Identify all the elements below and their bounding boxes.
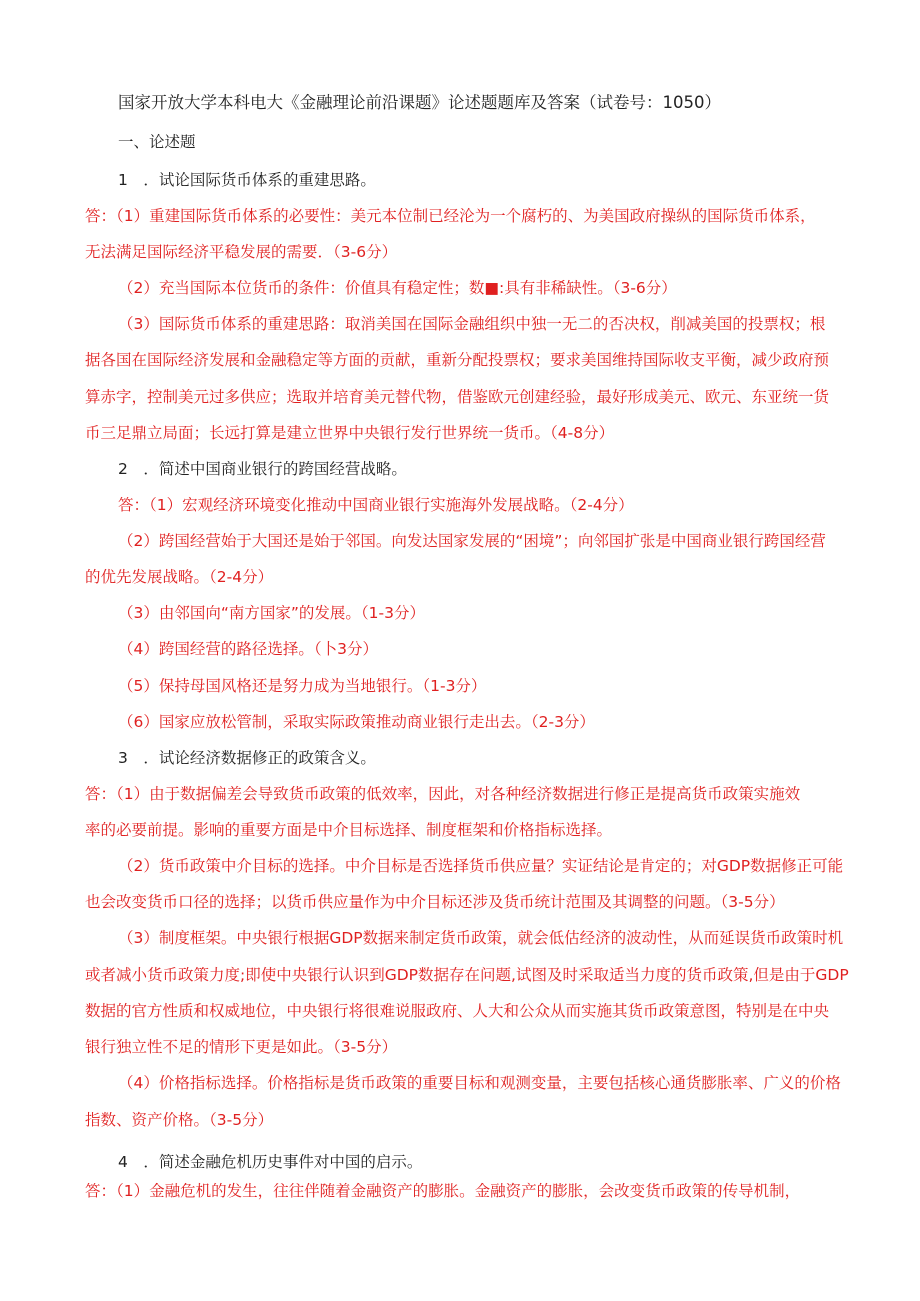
section-heading: 一、论述题 [118,133,196,151]
answer-2-point-5: （5）保持母国风格还是努力成为当地银行。（1-3分） [118,677,487,695]
answer-3-point-4-line-1: （4）价格指标选择。价格指标是货币政策的重要目标和观测变量，主要包括核心通货膨胀率、广义的价格 [118,1074,841,1092]
answer-3-point-3-line-3: 数据的官方性质和权威地位，中央银行将很难说服政府、人大和公众从而实施其货币政策意图，特别是在中央 [85,1002,830,1020]
answer-1-point-2: （2）充当国际本位货币的条件：价值具有稳定性；数■:具有非稀缺性。（3-6分） [118,279,677,297]
answer-3-point-2-line-2: 也会改变货币口径的选择；以货币供应量作为中介目标还涉及货币统计范围及其调整的问题。（3-5分） [85,893,785,911]
answer-1-point-3-line-1: （3）国际货币体系的重建思路：取消美国在国际金融组织中独一无二的否决权，削减美国的投票权；根 [118,315,826,333]
answer-2-point-2-line-1: （2）跨国经营始于大国还是始于邻国。向发达国家发展的“困境”；向邻国扩张是中国商业银行跨国经营 [118,532,826,550]
question-2: 2 ．简述中国商业银行的跨国经营战略。 [118,460,407,478]
answer-1-point-3-line-3: 算赤字，控制美元过多供应；选取并培育美元替代物，借鉴欧元创建经验，最好形成美元、欧元、东亚统一货 [85,388,830,406]
answer-3-line-1: 答：（1）由于数据偏差会导致货币政策的低效率，因此，对各种经济数据进行修正是提高货币政策实施效 [85,785,801,803]
answer-2-point-4: （4）跨国经营的路径选择。（卜3分） [118,640,378,658]
question-3: 3 ．试论经济数据修正的政策含义。 [118,749,376,767]
document-title: 国家开放大学本科电大《金融理论前沿课题》论述题题库及答案（试卷号：1050） [118,93,721,112]
answer-2-point-1: 答：（1）宏观经济环境变化推动中国商业银行实施海外发展战略。（2-4分） [118,496,634,514]
answer-3-point-3-line-2: 或者减小货币政策力度;即使中央银行认识到GDP数据存在问题,试图及时采取适当力度的货币政策,但是由于GDP [85,966,849,984]
answer-2-point-2-line-2: 的优先发展战略。（2-4分） [85,568,274,586]
answer-4-line-1: 答：（1）金融危机的发生，往往伴随着金融资产的膨胀。金融资产的膨胀，会改变货币政策的传导机制， [85,1182,801,1200]
answer-1-line-2: 无法满足国际经济平稳发展的需要．（3-6分） [85,243,398,261]
answer-3-line-2: 率的必要前提。影响的重要方面是中介目标选择、制度框架和价格指标选择。 [85,821,613,839]
answer-1-point-3-line-4: 币三足鼎立局面；长远打算是建立世界中央银行发行世界统一货币。（4-8分） [85,424,615,442]
answer-3-point-2-line-1: （2）货币政策中介目标的选择。中介目标是否选择货币供应量？实证结论是肯定的；对GDP数据修正可能 [118,857,844,875]
answer-3-point-4-line-2: 指数、资产价格。（3-5分） [85,1111,274,1129]
answer-1-point-3-line-2: 据各国在国际经济发展和金融稳定等方面的贡献，重新分配投票权；要求美国维持国际收支平衡，减少政府预 [85,351,830,369]
answer-2-point-6: （6）国家应放松管制，采取实际政策推动商业银行走出去。（2-3分） [118,713,595,731]
answer-3-point-3-line-1: （3）制度框架。中央银行根据GDP数据来制定货币政策，就会低估经济的波动性，从而延误货币政策时机 [118,929,844,947]
question-1: 1 ．试论国际货币体系的重建思路。 [118,171,376,189]
question-4: 4 ．简述金融危机历史事件对中国的启示。 [118,1153,423,1171]
answer-1-line-1: 答：（1）重建国际货币体系的必要性：美元本位制已经沦为一个腐朽的、为美国政府操纵的国际货币体系， [85,207,816,225]
answer-3-point-3-line-4: 银行独立性不足的情形下更是如此。（3-5分） [85,1038,398,1056]
answer-2-point-3: （3）由邻国向“南方国家”的发展。（1-3分） [118,604,425,622]
